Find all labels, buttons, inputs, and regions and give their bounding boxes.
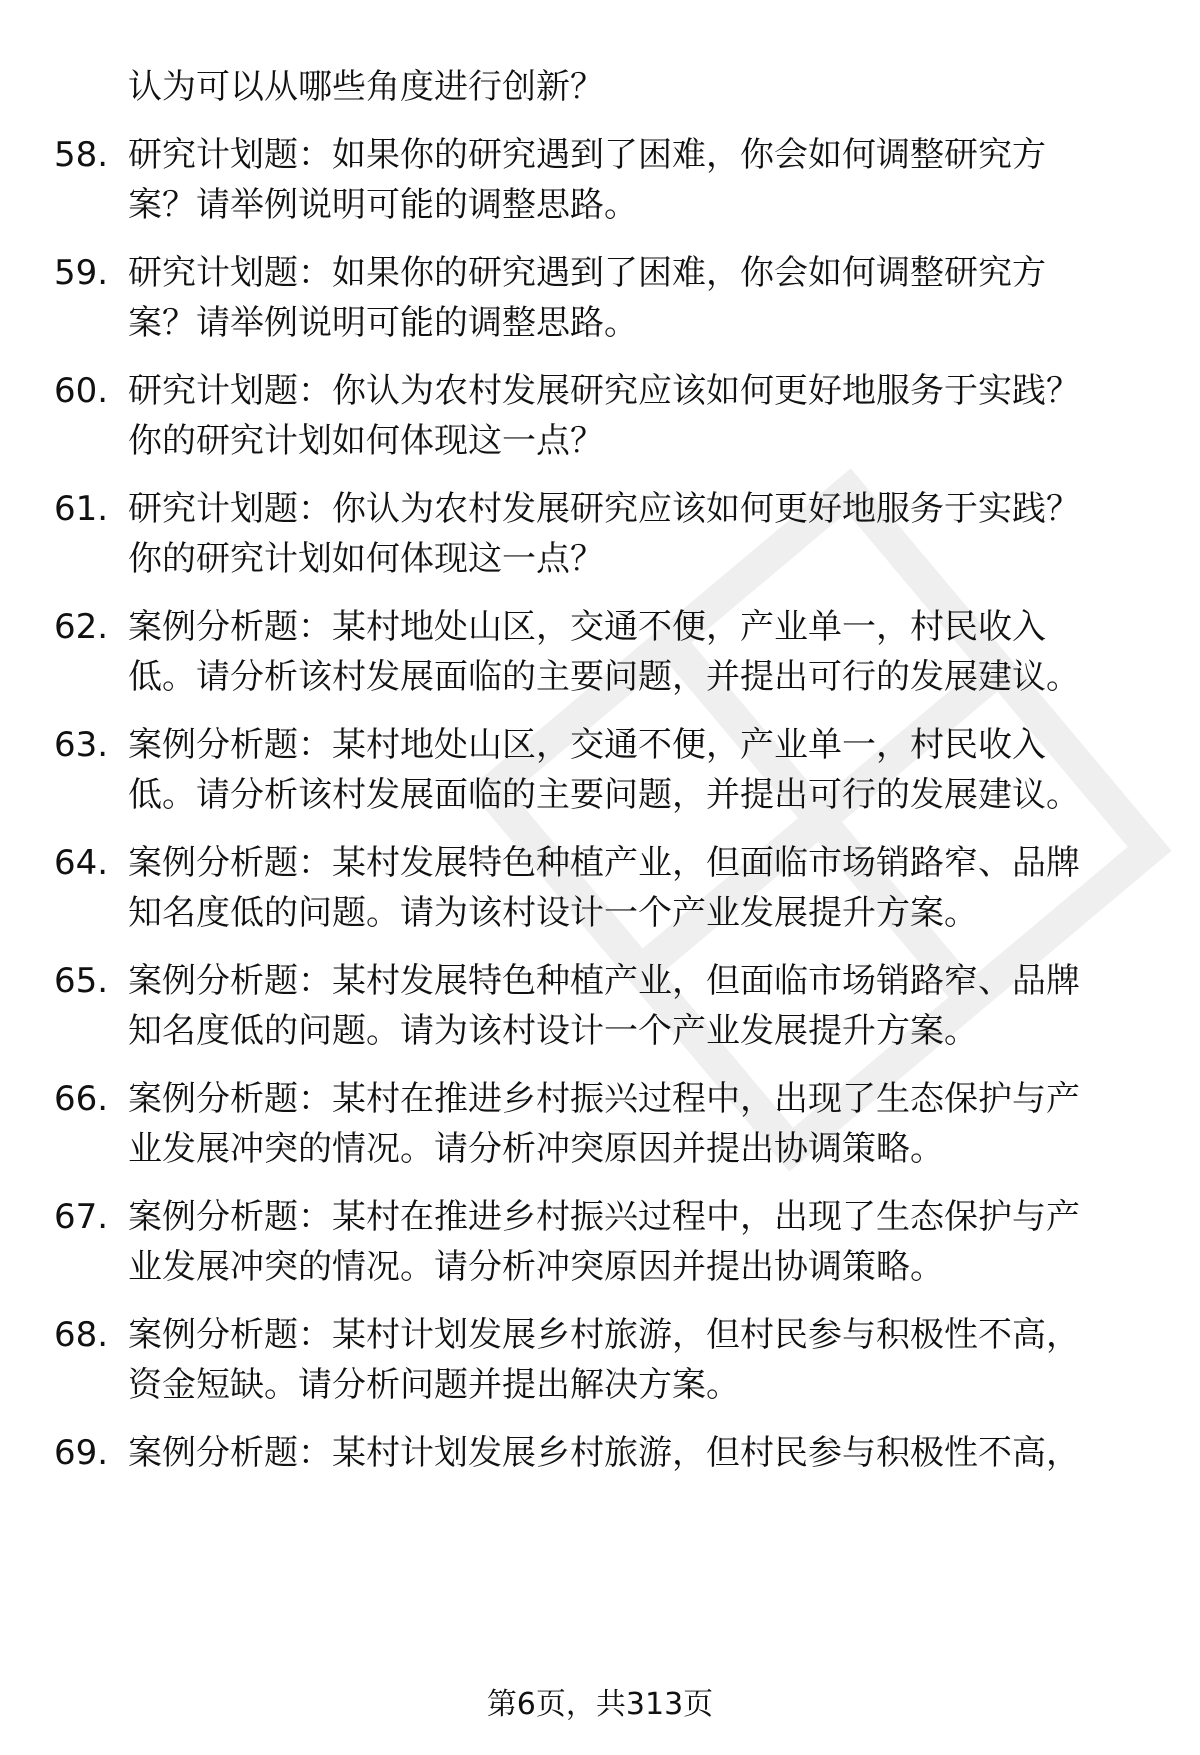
question-text-line: 案例分析题：某村计划发展乡村旅游，但村民参与积极性不高， [128,1315,1080,1355]
question-text-line: 案？请举例说明可能的调整思路。 [128,303,638,343]
question-text-line: 研究计划题：你认为农村发展研究应该如何更好地服务于实践？ [128,371,1080,411]
question-text-line: 资金短缺。请分析问题并提出解决方案。 [128,1365,740,1405]
question-number: 58. [54,135,109,175]
question-text-line: 案？请举例说明可能的调整思路。 [128,185,638,225]
question-text-line: 你的研究计划如何体现这一点？ [128,539,604,579]
question-number: 63. [54,725,109,765]
question-number: 65. [54,961,109,1001]
question-text-line: 案例分析题：某村发展特色种植产业，但面临市场销路窄、品牌 [128,843,1080,883]
question-text-line: 案例分析题：某村在推进乡村振兴过程中，出现了生态保护与产 [128,1197,1080,1237]
question-number: 69. [54,1433,109,1473]
question-number: 66. [54,1079,109,1119]
question-text-line: 业发展冲突的情况。请分析冲突原因并提出协调策略。 [128,1129,944,1169]
question-text-line: 案例分析题：某村计划发展乡村旅游，但村民参与积极性不高， [128,1433,1080,1473]
question-number: 64. [54,843,109,883]
question-text-line: 你的研究计划如何体现这一点？ [128,421,604,461]
question-number: 67. [54,1197,109,1237]
question-number: 59. [54,253,109,293]
question-text-line: 案例分析题：某村在推进乡村振兴过程中，出现了生态保护与产 [128,1079,1080,1119]
question-text-line: 案例分析题：某村地处山区，交通不便，产业单一，村民收入 [128,607,1046,647]
question-text-line: 研究计划题：你认为农村发展研究应该如何更好地服务于实践？ [128,489,1080,529]
question-text-line: 业发展冲突的情况。请分析冲突原因并提出协调策略。 [128,1247,944,1287]
page-footer: 第6页，共313页 [486,1687,714,1722]
question-number: 61. [54,489,109,529]
continued-question-text: 认为可以从哪些角度进行创新？ [128,67,604,107]
question-text-line: 研究计划题：如果你的研究遇到了困难，你会如何调整研究方 [128,253,1046,293]
question-text-line: 研究计划题：如果你的研究遇到了困难，你会如何调整研究方 [128,135,1046,175]
question-text-line: 知名度低的问题。请为该村设计一个产业发展提升方案。 [128,893,978,933]
question-text-line: 案例分析题：某村发展特色种植产业，但面临市场销路窄、品牌 [128,961,1080,1001]
question-number: 68. [54,1315,109,1355]
question-text-line: 知名度低的问题。请为该村设计一个产业发展提升方案。 [128,1011,978,1051]
question-text-line: 低。请分析该村发展面临的主要问题，并提出可行的发展建议。 [128,775,1080,815]
question-number: 62. [54,607,109,647]
question-number: 60. [54,371,109,411]
question-text-line: 低。请分析该村发展面临的主要问题，并提出可行的发展建议。 [128,657,1080,697]
question-text-line: 案例分析题：某村地处山区，交通不便，产业单一，村民收入 [128,725,1046,765]
